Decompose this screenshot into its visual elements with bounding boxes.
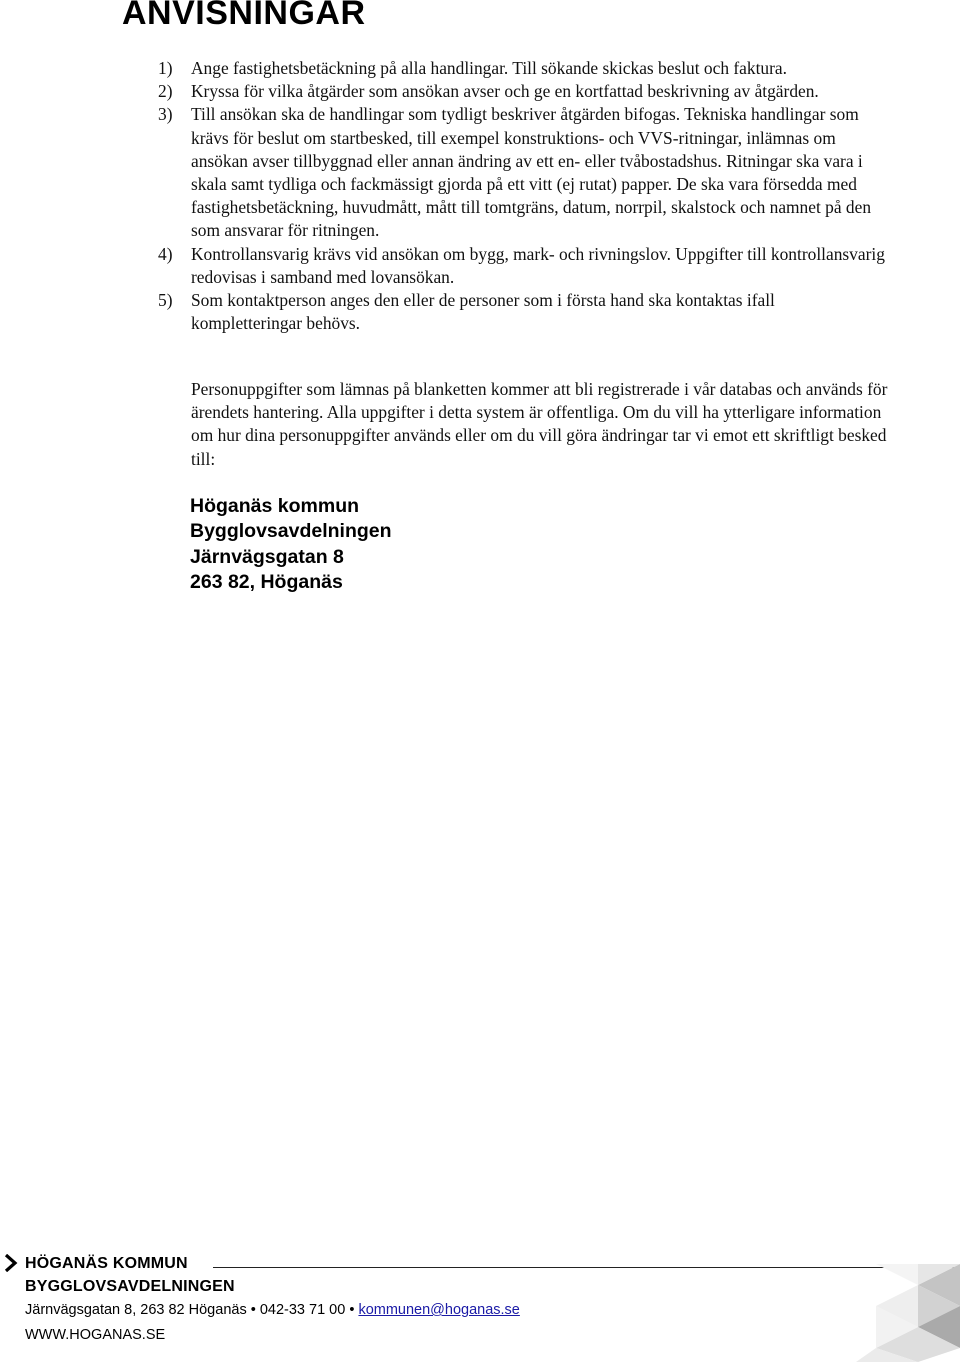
address-line: 263 82, Höganäs [190,570,343,593]
instruction-item [158,80,888,103]
footer-organization [25,1252,235,1298]
arrow-right-icon [4,1254,18,1272]
instruction-text: Kryssa för vilka åtgärder som ansökan avser och ge en kortfattad beskrivning av åtgärden. [191,81,819,102]
email-link[interactable]: kommunen@hoganas.se [358,1302,520,1318]
instruction-item [158,103,888,242]
instruction-text: Som kontaktperson anges den eller de personer som i första hand ska kontaktas ifall kompletteringar behövs. [191,290,775,334]
footer-department: BYGGLOVSAVDELNINGEN [25,1278,235,1295]
page-title: ANVISNINGAR [122,0,366,32]
page-footer [0,1240,960,1362]
footer-divider [213,1267,960,1268]
instruction-item [158,289,888,335]
instruction-number: 1) [158,58,173,78]
instruction-text: Ange fastighetsbetäckning på alla handlingar. Till sökande skickas beslut och faktura. [191,58,787,78]
address-line: Höganäs kommun [190,495,360,517]
instruction-item [158,243,888,289]
mailing-address [190,494,392,595]
instructions-list [158,57,888,335]
address-line: Bygglovsavdelningen [190,520,392,543]
footer-org-name: HÖGANÄS KOMMUN [25,1255,188,1272]
instruction-number: 5) [158,290,173,311]
footer-contact [25,1302,520,1318]
footer-address-phone: Järnvägsgatan 8, 263 82 Höganäs • 042-33 71 00 • [25,1302,359,1318]
instruction-number: 3) [158,104,173,125]
instruction-text: Kontrollansvarig krävs vid ansökan om bygg, mark- och rivningslov. Uppgifter till kontrollansvarig redovisas i samband med lovansökan. [191,243,885,287]
instruction-item [158,57,888,80]
privacy-notice: Personuppgifter som lämnas på blanketten kommer att bli registrerade i vår databas och används för ärendets hantering. Alla uppgifter i detta system är offentliga. Om du vill ha ytterligare information om hur dina personuppgifter används eller om du vill göra ändringar tar vi emot ett skriftligt besked till: [191,379,888,469]
geometric-pattern-logo [856,1264,960,1362]
instruction-number: 2) [158,81,173,102]
instruction-number: 4) [158,243,173,264]
address-line: Järnvägsgatan 8 [190,545,344,568]
website-link[interactable]: WWW.HOGANAS.SE [25,1327,166,1343]
instruction-text: Till ansökan ska de handlingar som tydligt beskriver åtgärden bifogas. Tekniska handlingar som krävs för beslut om startbesked, till exempel konstruktions- och VVS-ritningar, inlämnas om ansökan avser tillbyggnad eller annan ändring av ett en- eller tvåbostadshus. Ritningar ska vara i skala samt tydliga och fackmässigt gjorda på ett vitt (ej rutat) papper. De ska vara försedda med fastighetsbetäckning, huvudmått, mått till tomtgräns, datum, norrpil, skalstock och namnet på den som ansvarar för ritningen. [191,104,872,241]
